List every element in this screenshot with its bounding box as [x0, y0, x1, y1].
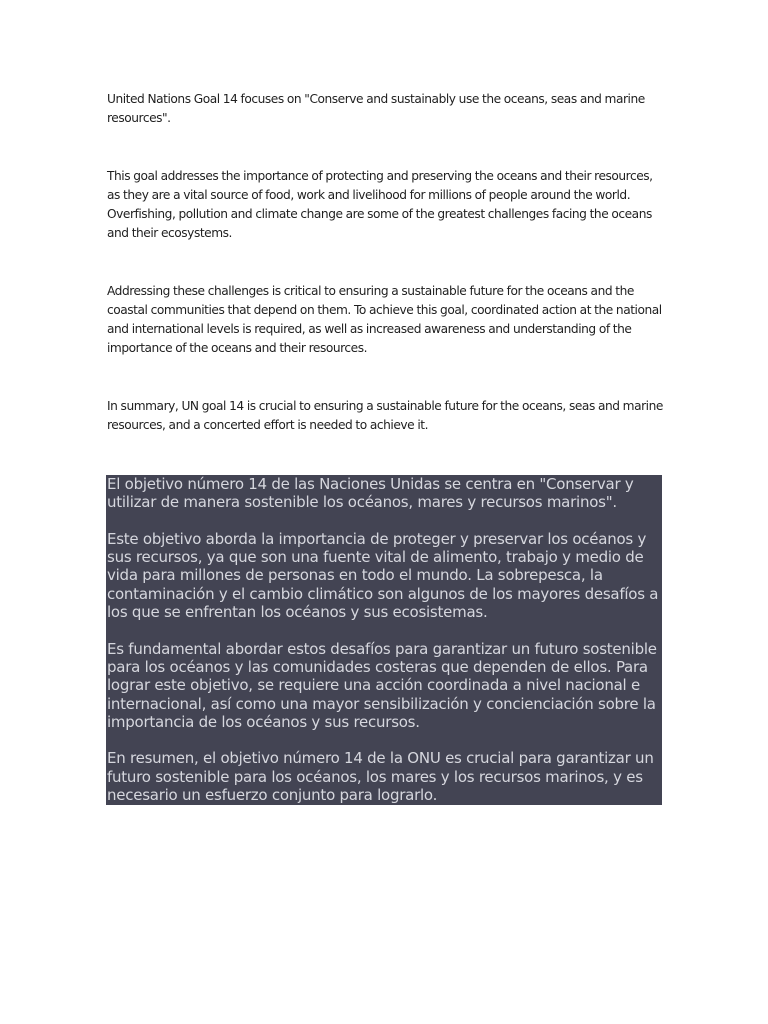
spanish-highlighted-text-block	[106, 475, 662, 805]
english-text-block	[107, 90, 663, 435]
english-paragraph-3: Addressing these challenges is critical to ensuring a sustainable future for the oceans and the coastal communities that depend on them. To achieve this goal, coordinated action at the national and international levels is required, as well as increased awareness and understanding of the importance of the oceans and their resources.	[107, 284, 662, 355]
spanish-paragraph-2: Este objetivo aborda la importancia de proteger y preservar los océanos y sus recursos, ya que son una fuente vital de alimento, trabajo y medio de vida para millones de personas en todo el mundo. La sobrepesca, la contaminación y el cambio climático son algunos de los mayores desafíos a los que se enfrentan los océanos y sus ecosistemas.	[107, 529, 659, 622]
spanish-paragraph-1: El objetivo número 14 de las Naciones Unidas se centra en "Conservar y utilizar de manera sostenible los océanos, mares y recursos marinos".	[107, 475, 634, 512]
spanish-paragraph-4: En resumen, el objetivo número 14 de la ONU es crucial para garantizar un futuro sostenible para los océanos, los mares y los recursos marinos, y es necesario un esfuerzo conjunto para lograrlo.	[107, 749, 654, 805]
spanish-paragraph-3: Es fundamental abordar estos desafíos para garantizar un futuro sostenible para los océanos y las comunidades costeras que dependen de ellos. Para lograr este objetivo, se requiere una acción coordinada a nivel nacional e internacional, así como una mayor sensibilización y concienciación sobre la importancia de los océanos y sus recursos.	[107, 639, 657, 731]
english-paragraph-1: United Nations Goal 14 focuses on "Conserve and sustainably use the oceans, seas and marine resources".	[107, 92, 645, 125]
english-paragraph-4: In summary, UN goal 14 is crucial to ensuring a sustainable future for the oceans, seas and marine resources, and a concerted effort is needed to achieve it.	[107, 399, 663, 432]
english-paragraph-2: This goal addresses the importance of protecting and preserving the oceans and their resources, as they are a vital source of food, work and livelihood for millions of people around the world. Overfishing, pollution and climate change are some of the greatest challenges facing the oceans and their ecosystems.	[107, 169, 653, 240]
